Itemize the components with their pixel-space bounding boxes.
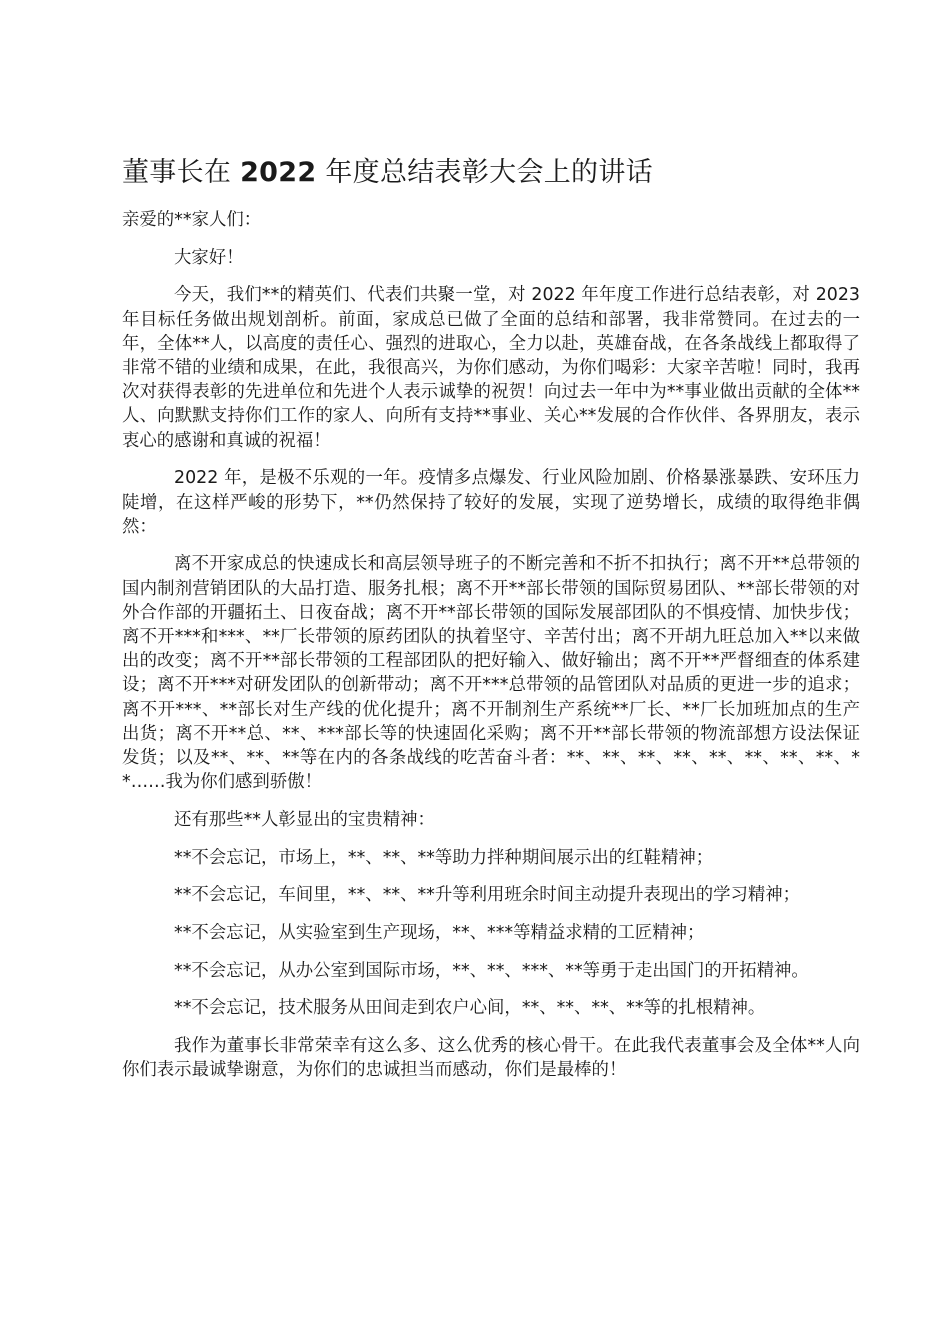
paragraph: 离不开家成总的快速成长和高层领导班子的不断完善和不折不扣执行；离不开**总带领的国内制剂营销团队的大品打造、服务扎根；离不开**部长带领的国际贸易团队、**部长带领的对外合作部的开疆拓土、日夜奋战；离不开**部长带领的国际发展部团队的不惧疫情、加快步伐；离不开***和***、**厂长带领的原药团队的执着坚守、辛苦付出；离不开胡九旺总加入**以来做出的改变；离不开**部长带领的工程部团队的把好输入、做好输出；离不开**严督细查的体系建设；离不开***对研发团队的创新带动；离不开***总带领的品管团队对品质的更进一步的追求；离不开***、**部长对生产线的优化提升；离不开制剂生产系统**厂长、**厂长加班加点的生产出货；离不开**总、**、***部长等的快速固化采购；离不开**部长带领的物流部想方设法保证发货；以及**、**、**等在内的各条战线的吃苦奋斗者：**、**、**、**、**、**、**、**、**……我为你们感到骄傲！ bbox=[122, 554, 860, 793]
page-title bbox=[122, 150, 860, 196]
paragraph: **不会忘记，车间里，**、**、**升等利用班余时间主动提升表现出的学习精神； bbox=[174, 885, 801, 906]
greeting: 大家好！ bbox=[174, 247, 244, 268]
paragraph: 2022 年，是极不乐观的一年。疫情多点爆发、行业风险加剧、价格暴涨暴跌、安环压力陡增，在这样严峻的形势下，**仍然保持了较好的发展，实现了逆势增长，成绩的取得绝非偶然： bbox=[122, 468, 860, 537]
document-body bbox=[122, 208, 860, 1096]
paragraph: 我作为董事长非常荣幸有这么多、这么优秀的核心骨干。在此我代表董事会及全体**人向你们表示最诚挚谢意，为你们的忠诚担当而感动，你们是最棒的！ bbox=[122, 1036, 860, 1081]
paragraph: 还有那些**人彰显出的宝贵精神： bbox=[174, 809, 435, 830]
salutation: 亲爱的**家人们： bbox=[122, 210, 262, 230]
paragraph: **不会忘记，从办公室到国际市场，**、**、***、**等勇于走出国门的开拓精神。 bbox=[174, 960, 809, 981]
paragraph: **不会忘记，市场上，**、**、**等助力拌种期间展示出的红鞋精神； bbox=[174, 847, 714, 868]
title-year: 2022 bbox=[240, 157, 317, 188]
title-prefix: 董事长在 bbox=[122, 157, 232, 188]
title-suffix: 年度总结表彰大会上的讲话 bbox=[325, 157, 653, 188]
paragraph: **不会忘记，从实验室到生产现场，**、***等精益求精的工匠精神； bbox=[174, 923, 705, 944]
paragraph: **不会忘记，技术服务从田间走到农户心间，**、**、**、**等的扎根精神。 bbox=[174, 998, 766, 1019]
paragraph: 今天，我们**的精英们、代表们共聚一堂，对 2022 年年度工作进行总结表彰，对 2023 年目标任务做出规划剖析。前面，家成总已做了全面的总结和部署，我非常赞同。在过去的一年，全体**人，以高度的责任心、强烈的进取心，全力以赴，英雄奋战，在各条战线上都取得了非常不错的业绩和成果，在此，我很高兴，为你们感动，为你们喝彩：大家辛苦啦！同时，我再次对获得表彰的先进单位和先进个人表示诚挚的祝贺！向过去一年中为**事业做出贡献的全体**人、向默默支持你们工作的家人、向所有支持**事业、关心**发展的合作伙伴、各界朋友，表示衷心的感谢和真诚的祝福！ bbox=[122, 285, 860, 451]
